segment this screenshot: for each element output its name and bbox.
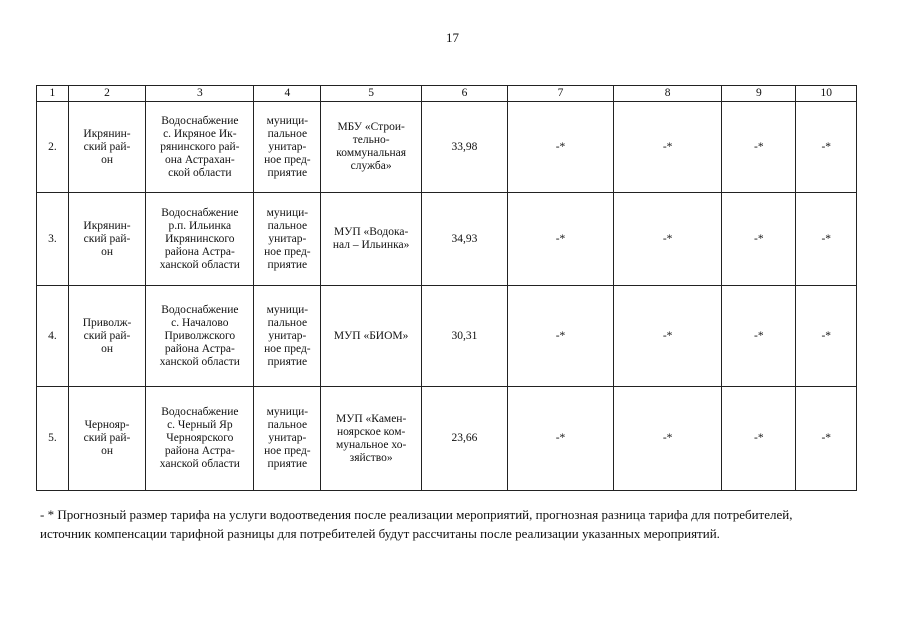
district-cell: Икрянин- ский рай- он bbox=[68, 193, 145, 286]
org-form-cell: муници- пальное унитар- ное пред- приятие bbox=[254, 193, 321, 286]
value-cell-8: -* bbox=[614, 286, 722, 387]
value-cell-7: -* bbox=[507, 387, 613, 491]
column-header: 2 bbox=[68, 86, 145, 102]
organization-cell: МУП «БИОМ» bbox=[321, 286, 422, 387]
value-cell-9: -* bbox=[722, 102, 796, 193]
value-cell-10: -* bbox=[796, 387, 857, 491]
table-row bbox=[37, 102, 857, 193]
row-number: 4. bbox=[37, 286, 69, 387]
district-cell: Икрянин- ский рай- он bbox=[68, 102, 145, 193]
row-number: 5. bbox=[37, 387, 69, 491]
org-form-cell: муници- пальное унитар- ное пред- приятие bbox=[254, 102, 321, 193]
org-form-cell: муници- пальное унитар- ное пред- приятие bbox=[254, 286, 321, 387]
row-number: 3. bbox=[37, 193, 69, 286]
column-header: 8 bbox=[614, 86, 722, 102]
table-row bbox=[37, 193, 857, 286]
value-cell-9: -* bbox=[722, 286, 796, 387]
value-cell-10: -* bbox=[796, 286, 857, 387]
column-header: 10 bbox=[796, 86, 857, 102]
tariff-cell: 33,98 bbox=[422, 102, 508, 193]
service-cell: Водоснабжение р.п. Ильинка Икрянинского района Астра- ханской области bbox=[146, 193, 254, 286]
footnote: - * Прогнозный размер тарифа на услуги водоотведения после реализации мероприятий, прогнозная разница тарифа для потребителей, источник компенсации тарифной разницы для потребителей будут рассчитаны после реализации указанных мероприятий. bbox=[40, 507, 793, 541]
value-cell-8: -* bbox=[614, 102, 722, 193]
tariff-cell: 23,66 bbox=[422, 387, 508, 491]
service-cell: Водоснабжение с. Икряное Ик- рянинского рай- она Астрахан- ской области bbox=[146, 102, 254, 193]
table-row bbox=[37, 286, 857, 387]
tariff-table bbox=[36, 85, 857, 491]
value-cell-7: -* bbox=[507, 286, 613, 387]
value-cell-7: -* bbox=[507, 102, 613, 193]
tariff-cell: 30,31 bbox=[422, 286, 508, 387]
district-cell: Приволж- ский рай- он bbox=[68, 286, 145, 387]
organization-cell: МУП «Водока- нал – Ильинка» bbox=[321, 193, 422, 286]
value-cell-10: -* bbox=[796, 102, 857, 193]
district-cell: Чернояр- ский рай- он bbox=[68, 387, 145, 491]
value-cell-10: -* bbox=[796, 193, 857, 286]
service-cell: Водоснабжение с. Началово Приволжского района Астра- ханской области bbox=[146, 286, 254, 387]
column-header: 5 bbox=[321, 86, 422, 102]
value-cell-9: -* bbox=[722, 387, 796, 491]
column-header: 6 bbox=[422, 86, 508, 102]
column-header: 3 bbox=[146, 86, 254, 102]
table-row bbox=[37, 387, 857, 491]
value-cell-8: -* bbox=[614, 193, 722, 286]
row-number: 2. bbox=[37, 102, 69, 193]
column-header: 4 bbox=[254, 86, 321, 102]
column-header: 1 bbox=[37, 86, 69, 102]
value-cell-8: -* bbox=[614, 387, 722, 491]
value-cell-9: -* bbox=[722, 193, 796, 286]
page-number: 17 bbox=[446, 30, 459, 45]
value-cell-7: -* bbox=[507, 193, 613, 286]
column-header: 9 bbox=[722, 86, 796, 102]
organization-cell: МУП «Камен- ноярское ком- мунальное хо- зяйство» bbox=[321, 387, 422, 491]
service-cell: Водоснабжение с. Черный Яр Черноярского района Астра- ханской области bbox=[146, 387, 254, 491]
column-number-row bbox=[37, 86, 857, 102]
column-header: 7 bbox=[507, 86, 613, 102]
tariff-cell: 34,93 bbox=[422, 193, 508, 286]
org-form-cell: муници- пальное унитар- ное пред- приятие bbox=[254, 387, 321, 491]
organization-cell: МБУ «Строи- тельно- коммунальная служба» bbox=[321, 102, 422, 193]
